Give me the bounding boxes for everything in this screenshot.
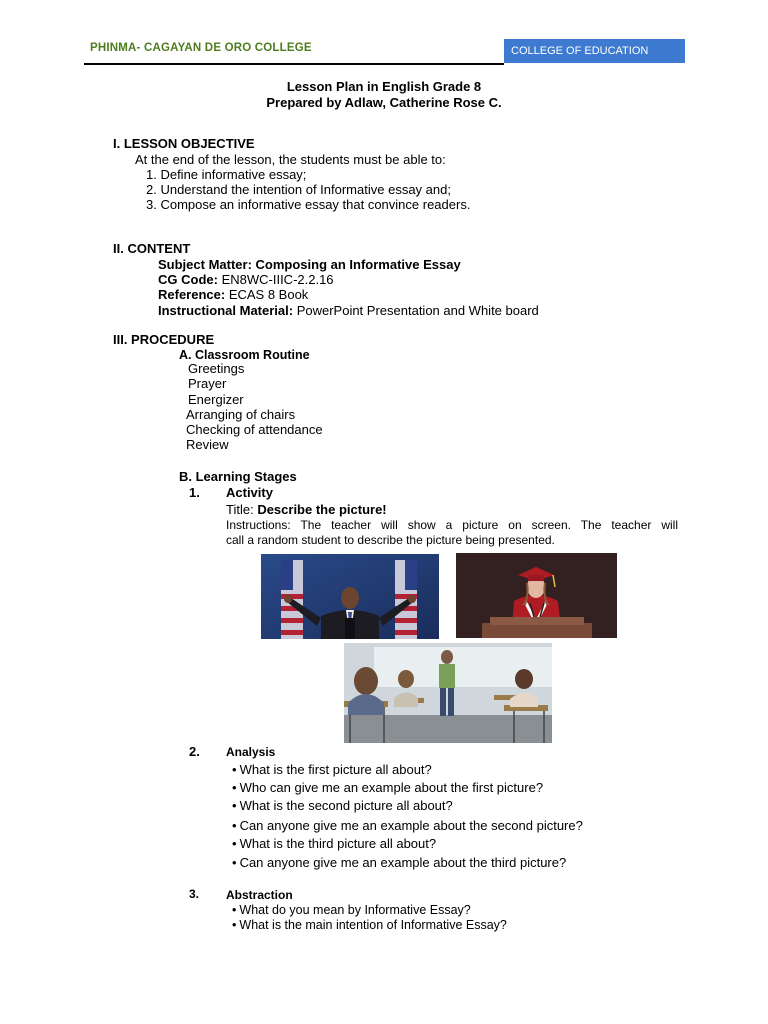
instructions-line-2: call a random student to describe the picture being presented. <box>226 533 555 547</box>
instructions-line-1: Instructions: The teacher will show a picture on screen. The teacher will <box>226 518 678 532</box>
cg-code-label: CG Code: <box>158 272 218 287</box>
activity-title <box>226 502 387 517</box>
abstraction-item: • What is the main intention of Informative Essay? <box>232 918 507 932</box>
routine-item: Prayer <box>188 376 227 391</box>
content-heading: II. CONTENT <box>113 241 191 256</box>
im-value: PowerPoint Presentation and White board <box>293 303 539 318</box>
reference <box>158 287 308 302</box>
cg-code-value: EN8WC-IIIC-2.2.16 <box>217 272 334 287</box>
analysis-label: Analysis <box>226 745 276 759</box>
routine-item: Energizer <box>188 392 244 407</box>
abstraction-label: Abstraction <box>226 888 293 902</box>
routine-item: Arranging of chairs <box>186 407 296 422</box>
stages-heading: B. Learning Stages <box>179 469 297 484</box>
im-label: Instructional Material: <box>158 303 294 318</box>
routine-item: Review <box>186 437 229 452</box>
header-rule <box>84 63 504 65</box>
analysis-number: 2. <box>189 744 200 759</box>
procedure-heading: III. PROCEDURE <box>113 332 215 347</box>
analysis-item: • Can anyone give me an example about the second picture? <box>232 818 583 833</box>
analysis-item: • Can anyone give me an example about the third picture? <box>232 855 566 870</box>
objective-item: 3. Compose an informative essay that convince readers. <box>146 197 471 212</box>
reference-label: Reference: <box>158 287 226 302</box>
activity-title-prefix: Title: <box>226 502 258 517</box>
analysis-item: • What is the third picture all about? <box>232 836 436 851</box>
activity-label: Activity <box>226 485 273 500</box>
objective-item: 1. Define informative essay; <box>146 167 307 182</box>
doc-title: Lesson Plan in English Grade 8 <box>286 79 482 94</box>
analysis-item: • What is the second picture all about? <box>232 798 453 813</box>
objective-intro: At the end of the lesson, the students must be able to: <box>135 152 446 167</box>
cg-code <box>158 272 334 287</box>
graduate-picture <box>456 553 617 638</box>
objective-heading: I. LESSON OBJECTIVE <box>113 136 255 151</box>
abstraction-item: • What do you mean by Informative Essay? <box>232 903 471 917</box>
activity-number: 1. <box>189 485 200 500</box>
routine-heading: A. Classroom Routine <box>179 348 310 362</box>
doc-author: Prepared by Adlaw, Catherine Rose C. <box>266 95 502 110</box>
analysis-item: • Who can give me an example about the first picture? <box>232 780 543 795</box>
instructional-material <box>158 303 539 318</box>
routine-item: Checking of attendance <box>186 422 323 437</box>
analysis-item: • What is the first picture all about? <box>232 762 432 777</box>
classroom-picture <box>344 643 552 743</box>
college-name: PHINMA- CAGAYAN DE ORO COLLEGE <box>90 42 312 54</box>
subject-matter: Subject Matter: Composing an Informative Essay <box>158 257 461 272</box>
speaker-picture <box>261 554 439 639</box>
department-banner: COLLEGE OF EDUCATION <box>504 39 685 63</box>
objective-item: 2. Understand the intention of Informative essay and; <box>146 182 451 197</box>
activity-title-value: Describe the picture! <box>257 502 387 517</box>
abstraction-number: 3. <box>189 887 200 901</box>
reference-value: ECAS 8 Book <box>225 287 309 302</box>
routine-item: Greetings <box>188 361 245 376</box>
